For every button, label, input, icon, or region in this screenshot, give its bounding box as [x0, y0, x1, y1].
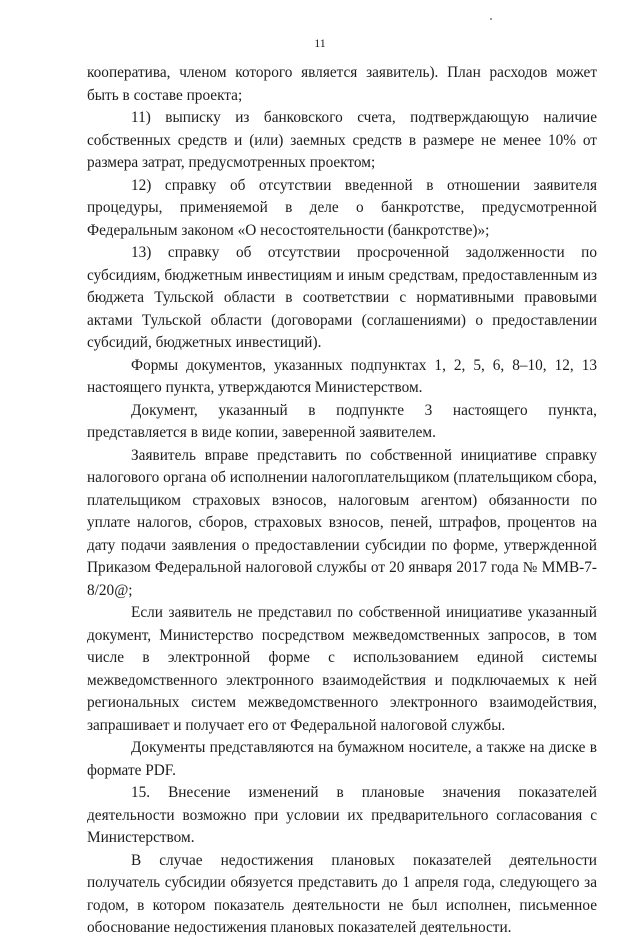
paragraph-item-13: 13) справку об отсутствии просроченной задолженности по субсидиям, бюджетным инвестициям и иным средствам, предоставленным из бюджета Тульской области в соответствии с нормативными правовыми актами Тульской области (договорами (соглашениями) о предоставлении субсидий, бюджетных инвестиций). — [87, 244, 597, 351]
paragraph-non-achievement: В случае недостижения плановых показателей деятельности получатель субсидии обязуется представить до 1 апреля года, следующего за годом, в котором показатель деятельности не был исполнен, письменное обоснование недостижения плановых показателей деятельности. — [87, 851, 597, 936]
paragraph-item-12: 12) справку об отсутствии введенной в отношении заявителя процедуры, применяемой в деле о банкротстве, предусмотренной Федеральным законом «О несостоятельности (банкротстве)»; — [87, 176, 597, 239]
paragraph-paper-and-pdf: Документы представляются на бумажном носителе, а также на диске в формате PDF. — [87, 739, 597, 779]
scan-dot — [490, 18, 492, 20]
paragraph-forms-approval: Формы документов, указанных подпунктах 1, 2, 5, 6, 8–10, 12, 13 настоящего пункта, утверждаются Министерством. — [87, 356, 597, 396]
page-number: 11 — [314, 36, 326, 50]
paragraph-tax-certificate: Заявитель вправе представить по собственной инициативе справку налогового органа об исполнении налогоплательщиком (плательщиком сбора, плательщиком страховых взносов, налоговым агентом) обязанности по уплате налогов, сборов, страховых взносов, пеней, штрафов, процентов на дату подачи заявления о предоставлении субсидии по форме, утвержденной Приказом Федеральной налоговой службы от 20 января 2017 года № ММВ-7-8/20@; — [87, 446, 597, 599]
paragraph-document-copy: Документ, указанный в подпункте 3 настоящего пункта, представляется в виде копии, заверенной заявителем. — [87, 401, 597, 441]
document-body — [87, 62, 597, 940]
paragraph-item-15: 15. Внесение изменений в плановые значения показателей деятельности возможно при условии их предварительного согласования с Министерством. — [87, 784, 597, 846]
paragraph-interagency-request: Если заявитель не представил по собственной инициативе указанный документ, Министерство посредством межведомственных запросов, в том числе в электронной форме с использованием единой системы межведомственного электронного взаимодействия и подключаемых к ней региональных систем межведомственного электронного взаимодействия, запрашивает и получает его от Федеральной налоговой службы. — [87, 604, 597, 734]
paragraph-item-11: 11) выписку из банковского счета, подтверждающую наличие собственных средств и (или) заемных средств в размере не менее 10% от размера затрат, предусмотренных проектом; — [87, 109, 597, 171]
paragraph-cooperative-continuation: кооператива, членом которого является заявитель). План расходов может быть в составе проекта; — [87, 64, 597, 104]
